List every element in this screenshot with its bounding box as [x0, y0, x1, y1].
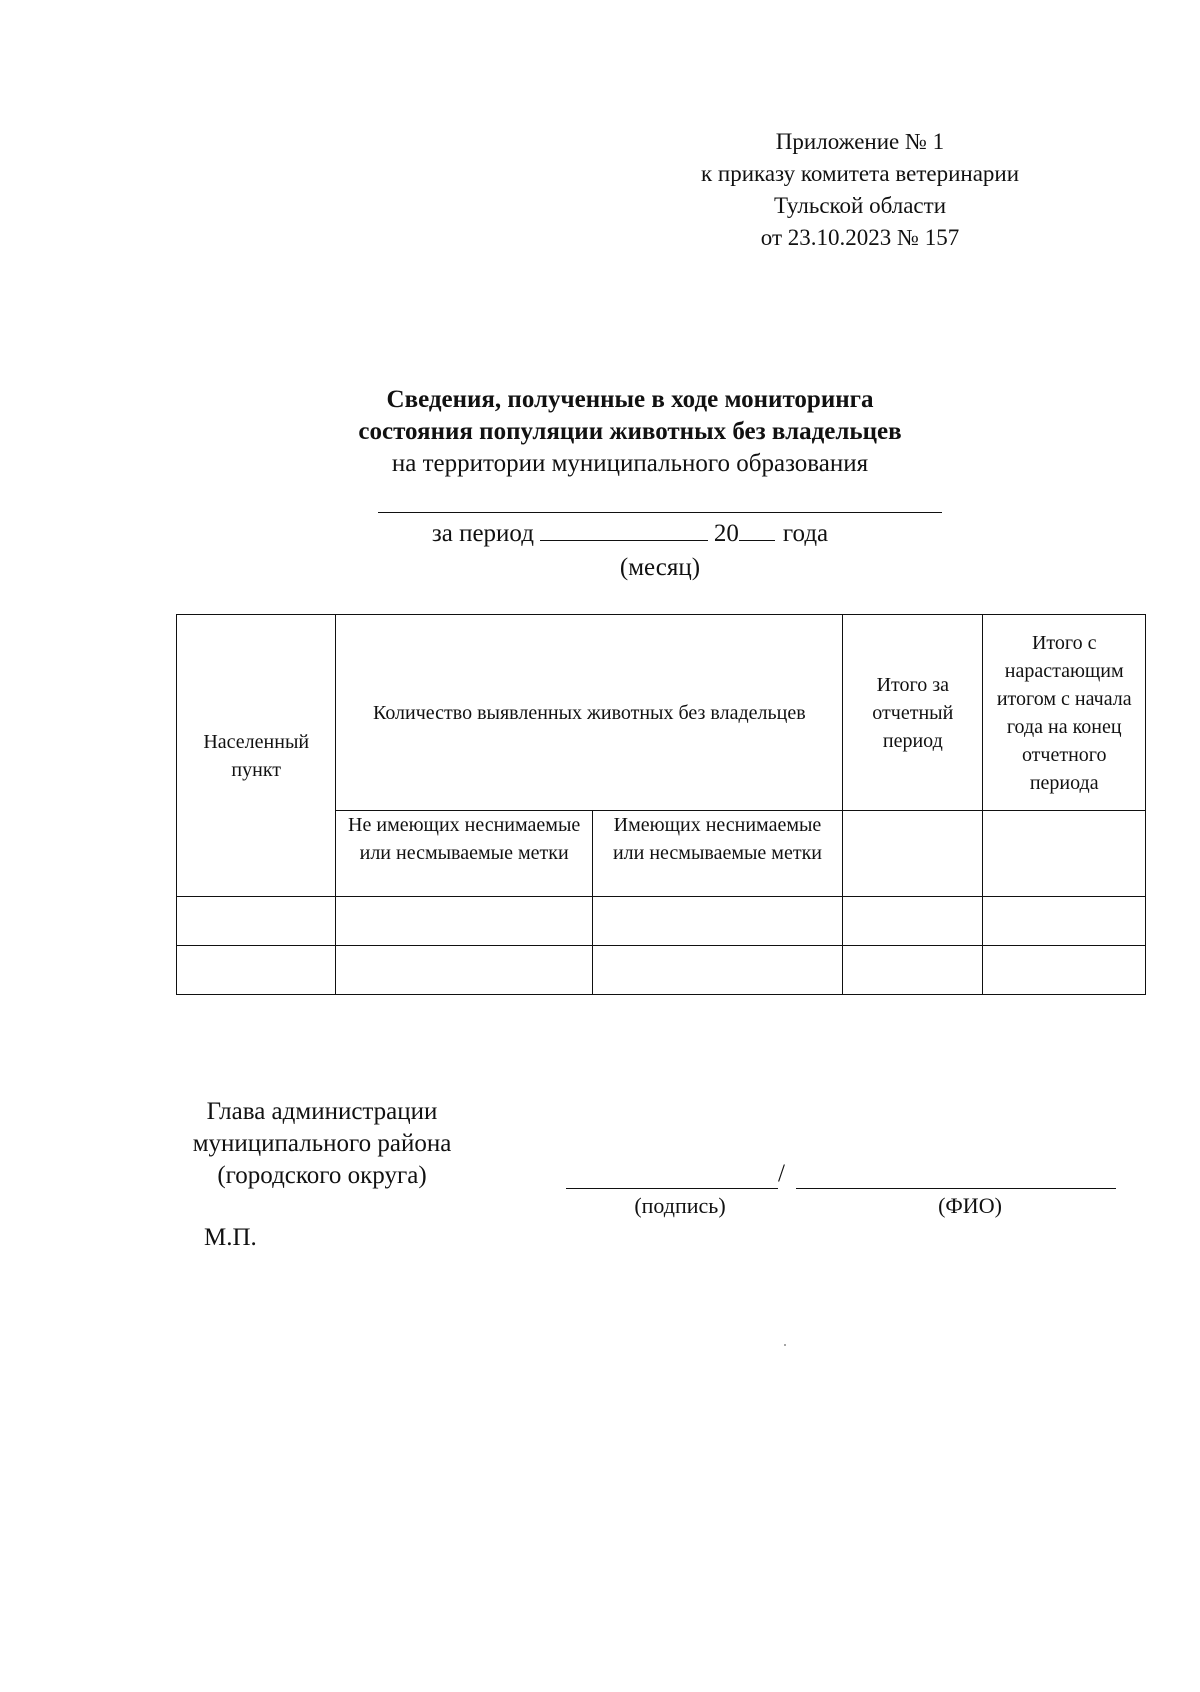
subheader-empty-cell [983, 811, 1146, 897]
stamp-place-mark: М.П. [204, 1224, 257, 1251]
month-blank [540, 539, 708, 541]
table-header-row [177, 615, 1146, 811]
signature-blank-line [566, 1188, 778, 1189]
appendix-region: Тульской области [773, 193, 947, 218]
scan-speck [784, 1344, 786, 1346]
table-cell[interactable] [843, 897, 983, 946]
month-caption: (месяц) [619, 554, 701, 581]
full-name-blank-line [796, 1188, 1116, 1189]
signatory-line-1: Глава администрации [206, 1098, 438, 1125]
table-row [177, 946, 1146, 995]
table-cell[interactable] [983, 946, 1146, 995]
appendix-order-ref: к приказу комитета ветеринарии [700, 161, 1020, 186]
appendix-number: Приложение № 1 [775, 129, 945, 154]
year-prefix: 20 [713, 520, 739, 547]
subheader-empty-cell [843, 811, 983, 897]
subheader-with-marks: Имеющих неснимаемые или несмываемые метки [592, 811, 842, 897]
period-suffix: года [782, 520, 829, 547]
signatory-line-2: муниципального района [192, 1130, 452, 1157]
document-title [300, 384, 960, 480]
table-row [177, 897, 1146, 946]
period-prefix: за период [431, 520, 534, 547]
table-cell[interactable] [177, 946, 336, 995]
table-cell[interactable] [843, 946, 983, 995]
year-blank [739, 539, 775, 541]
period-row [300, 518, 960, 550]
header-settlement: Населенный пункт [177, 615, 336, 897]
signatory-line-3: (городского округа) [217, 1162, 427, 1189]
table-cell[interactable] [336, 946, 592, 995]
title-line-2: состояния популяции животных без владельцев [358, 418, 902, 445]
monitoring-table [176, 614, 1146, 995]
full-name-caption: (ФИО) [938, 1193, 1002, 1218]
signature-caption: (подпись) [634, 1193, 726, 1218]
table-cell[interactable] [336, 897, 592, 946]
header-total-period: Итого за отчетный период [843, 615, 983, 811]
header-count: Количество выявленных животных без владельцев [336, 615, 843, 811]
title-line-3: на территории муниципального образования [391, 450, 869, 477]
signatory-title [172, 1096, 472, 1192]
appendix-header [680, 126, 1040, 254]
municipality-blank-line [378, 512, 942, 513]
subheader-no-marks: Не имеющих неснимаемые или несмываемые метки [336, 811, 592, 897]
header-total-cumulative: Итого с нарастающим итогом с начала года на конец отчетного периода [983, 615, 1146, 811]
table-cell[interactable] [592, 897, 842, 946]
appendix-date-number: от 23.10.2023 № 157 [760, 225, 960, 250]
table-cell[interactable] [592, 946, 842, 995]
table-cell[interactable] [177, 897, 336, 946]
table-cell[interactable] [983, 897, 1146, 946]
signature-slash: / [778, 1160, 785, 1187]
title-line-1: Сведения, полученные в ходе мониторинга [386, 386, 874, 413]
